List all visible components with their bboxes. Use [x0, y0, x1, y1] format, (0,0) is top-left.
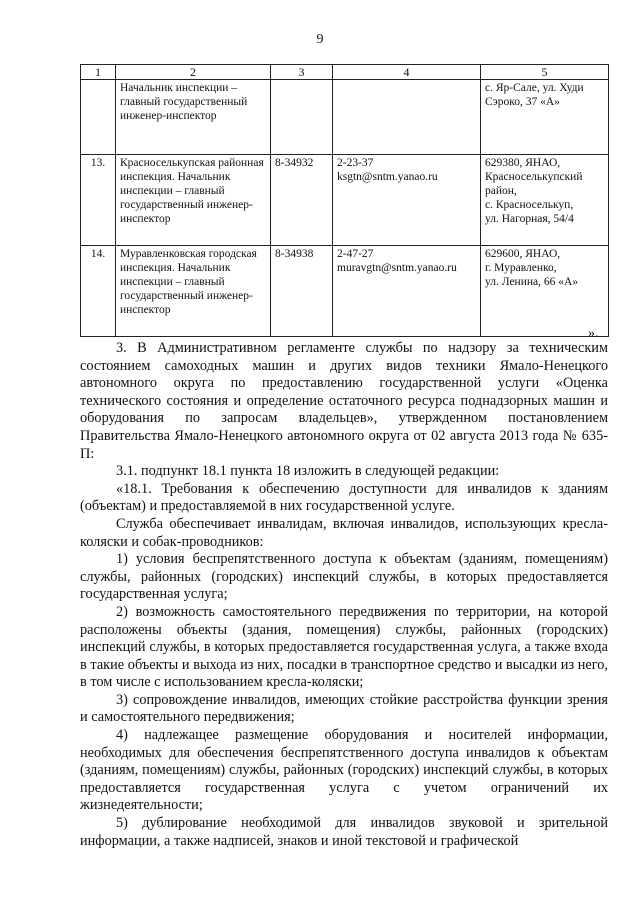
- paragraph: 3) сопровождение инвалидов, имеющих стойкие расстройства функции зрения и самостоятельного передвижения;: [80, 691, 608, 726]
- table-row: [81, 80, 609, 155]
- table-row: [81, 155, 609, 246]
- contact: 2-23-37 ksgtn@sntm.yanao.ru: [333, 155, 481, 246]
- address: 629600, ЯНАО, г. Муравленко, ул. Ленина, 66 «А»: [481, 246, 609, 337]
- address: 629380, ЯНАО, Красноселькупский район, с. Красноселькуп, ул. Нагорная, 54/4: [481, 155, 609, 246]
- phone-code: 8-34938: [271, 246, 333, 337]
- header-cell: 2: [116, 65, 271, 80]
- row-number: [81, 80, 116, 155]
- inspections-table: [80, 64, 609, 337]
- inspection-name: Красноселькупская районная инспекция. Начальник инспекции – главный государственный инженер-инспектор: [116, 155, 271, 246]
- table-row: [81, 246, 609, 337]
- table-header-row: [81, 65, 609, 80]
- row-number: 14.: [81, 246, 116, 337]
- regulation-text: [80, 340, 608, 850]
- paragraph: 3.1. подпункт 18.1 пункта 18 изложить в следующей редакции:: [116, 463, 500, 480]
- contact: [333, 80, 481, 155]
- inspection-name: Начальник инспекции – главный государственный инженер-инспектор: [116, 80, 271, 155]
- phone-code: 8-34932: [271, 155, 333, 246]
- paragraph: 5) дублирование необходимой для инвалидов звуковой и зрительной информации, а также надписей, знаков и иной текстовой и графической: [80, 815, 608, 849]
- row-number: 13.: [81, 155, 116, 246]
- paragraph: 4) надлежащее размещение оборудования и носителей информации, необходимых для обеспечения беспрепятственного доступа инвалидов к объектам (зданиям, помещениям) службы, районных (городских) инспекций службы, в которых предоставляется государственная услуга с учетом ограничений их жизнедеятельности;: [80, 727, 608, 814]
- page-number: 9: [316, 32, 324, 47]
- contact: 2-47-27 muravgtn@sntm.yanao.ru: [333, 246, 481, 337]
- paragraph: 2) возможность самостоятельного передвижения по территории, на которой расположены объекты (здания, помещения) службы, районных (городских) инспекций службы, в которых предоставляется государственная услуга, а также входа в такие объекты и выхода из них, посадки в транспортное средство и высадки из него, в том числе с использованием кресла-коляски;: [80, 603, 608, 691]
- header-cell: 4: [333, 65, 481, 80]
- closing-quote: ».: [588, 326, 599, 341]
- paragraph: Служба обеспечивает инвалидам, включая инвалидов, использующих кресла-коляски и собак-проводников:: [80, 515, 608, 550]
- header-cell: 3: [271, 65, 333, 80]
- address: с. Яр-Сале, ул. Худи Сэроко, 37 «А»: [481, 80, 609, 155]
- phone-code: [271, 80, 333, 155]
- inspection-name: Муравленковская городская инспекция. Начальник инспекции – главный государственный инженер-инспектор: [116, 246, 271, 337]
- header-cell: 1: [81, 65, 116, 80]
- paragraph: 1) условия беспрепятственного доступа к объектам (зданиям, помещениям) службы, районных (городских) инспекций службы, в которых предоставляется государственная услуга;: [80, 551, 608, 603]
- paragraph: 3. В Административном регламенте службы по надзору за техническим состоянием самоходных машин и других видов техники Ямало-Ненецкого автономного округа по предоставлению государственной услуги «Оценка технического состояния и определение остаточного ресурса поднадзорных машин и оборудования по запросам владельцев», утвержденном постановлением Правительства Ямало-Ненецкого автономного округа от 02 августа 2013 года № 635-П:: [80, 340, 608, 462]
- paragraph: «18.1. Требования к обеспечению доступности для инвалидов к зданиям (объектам) и предоставляемой в них государственной услуге.: [80, 480, 608, 515]
- header-cell: 5: [481, 65, 609, 80]
